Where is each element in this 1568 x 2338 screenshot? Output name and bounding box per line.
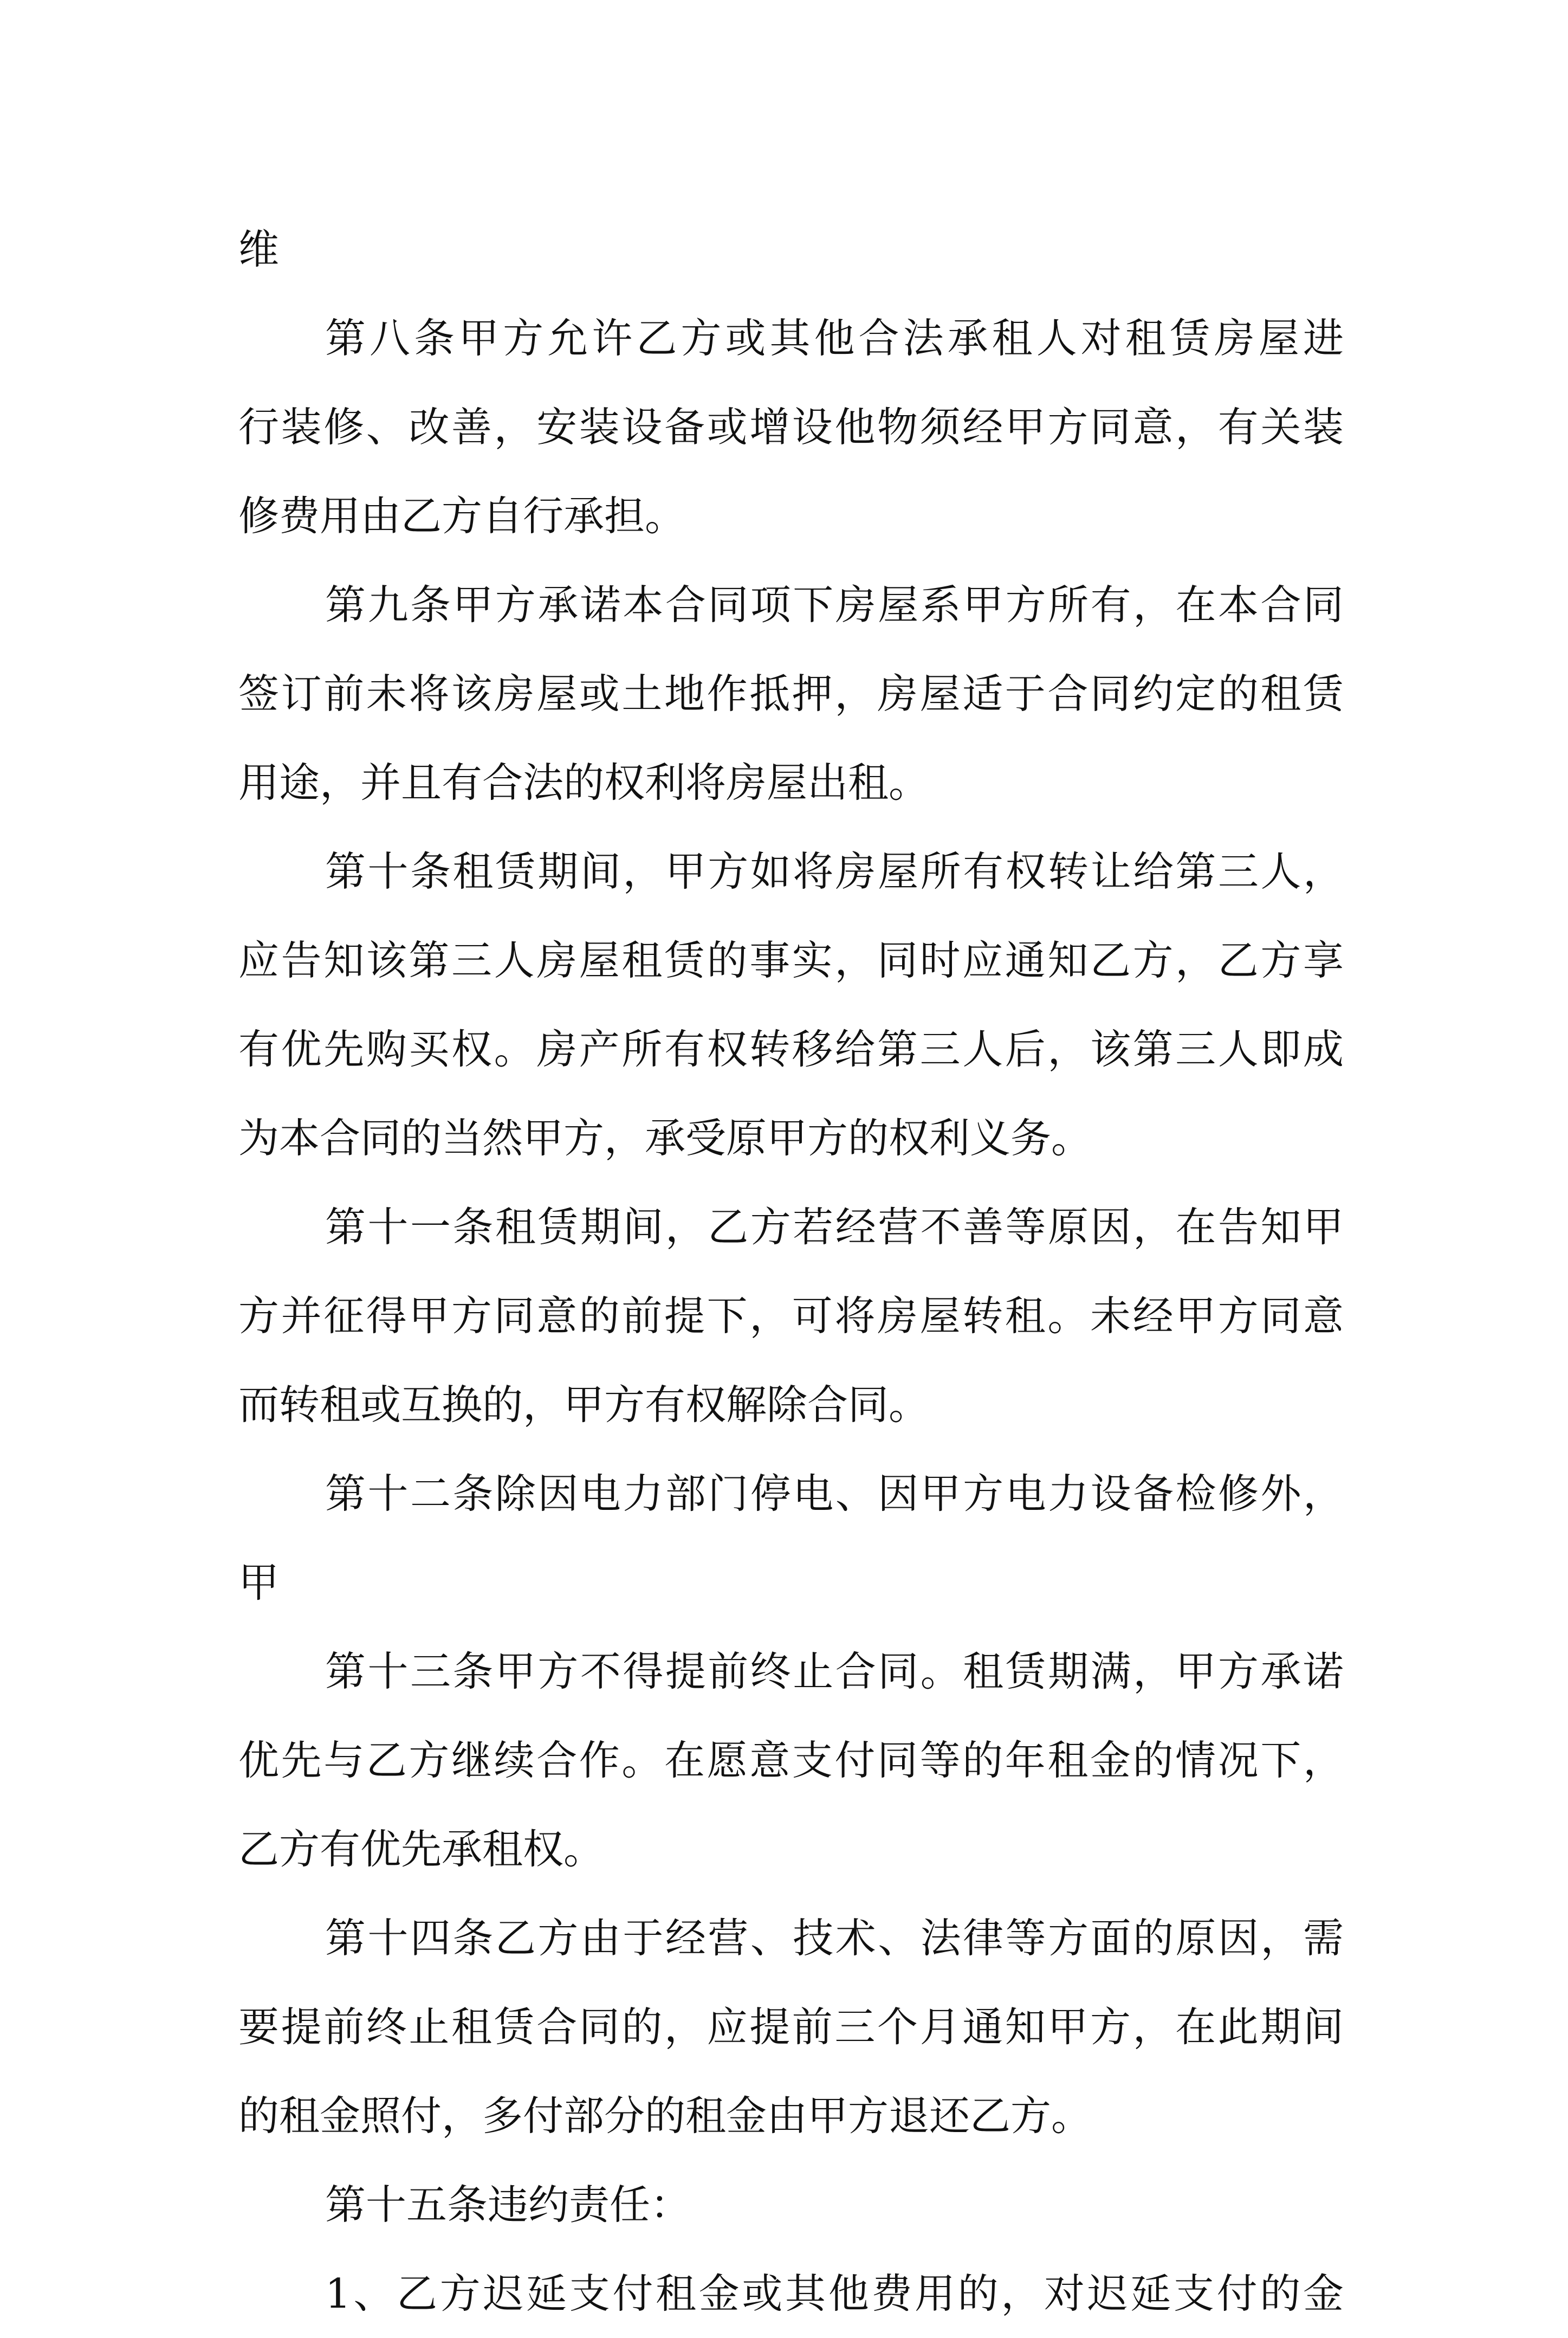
text-line: 第十三条甲方不得提前终止合同。租赁期满，甲方承诺 xyxy=(325,1648,1344,1695)
text-line: 修费用由乙方自行承担。 xyxy=(238,492,686,540)
text-line: 第十条租赁期间，甲方如将房屋所有权转让给第三人， xyxy=(325,848,1344,895)
text-line: 而转租或互换的，甲方有权解除合同。 xyxy=(238,1381,930,1429)
text-line: 第九条甲方承诺本合同项下房屋系甲方所有，在本合同 xyxy=(325,581,1344,629)
text-line: 第十五条违约责任： xyxy=(325,2181,691,2229)
text-line: 乙方有优先承租权。 xyxy=(238,1825,605,1873)
document-body xyxy=(238,205,1344,2338)
text-line: 优先与乙方继续合作。在愿意支付同等的年租金的情况下， xyxy=(238,1736,1344,1784)
text-line: 维 xyxy=(238,225,280,273)
text-line: 签订前未将该房屋或土地作抵押，房屋适于合同约定的租赁 xyxy=(238,670,1344,718)
text-line: 应告知该第三人房屋租赁的事实，同时应通知乙方，乙方享 xyxy=(238,937,1344,984)
text-line: 为本合同的当然甲方，承受原甲方的权利义务。 xyxy=(238,1114,1092,1162)
text-line: 第十四条乙方由于经营、技术、法律等方面的原因，需 xyxy=(325,1914,1344,1962)
text-line: 方并征得甲方同意的前提下，可将房屋转租。未经甲方同意 xyxy=(238,1292,1344,1340)
text-line: 第十二条除因电力部门停电、因甲方电力设备检修外， xyxy=(325,1470,1344,1517)
text-line: 第八条甲方允许乙方或其他合法承租人对租赁房屋进 xyxy=(325,314,1344,362)
text-line: 的租金照付，多付部分的租金由甲方退还乙方。 xyxy=(238,2092,1092,2140)
text-line: 第十一条租赁期间，乙方若经营不善等原因，在告知甲 xyxy=(325,1203,1344,1251)
text-line: 行装修、改善，安装设备或增设他物须经甲方同意，有关装 xyxy=(238,403,1344,451)
text-line: 有优先购买权。房产所有权转移给第三人后，该第三人即成 xyxy=(238,1025,1344,1073)
text-line: 要提前终止租赁合同的，应提前三个月通知甲方，在此期间 xyxy=(238,2003,1344,2051)
text-line: 1、乙方迟延支付租金或其他费用的，对迟延支付的金 xyxy=(325,2270,1344,2317)
text-line: 用途，并且有合法的权利将房屋出租。 xyxy=(238,759,930,806)
text-line: 甲 xyxy=(238,1559,280,1606)
